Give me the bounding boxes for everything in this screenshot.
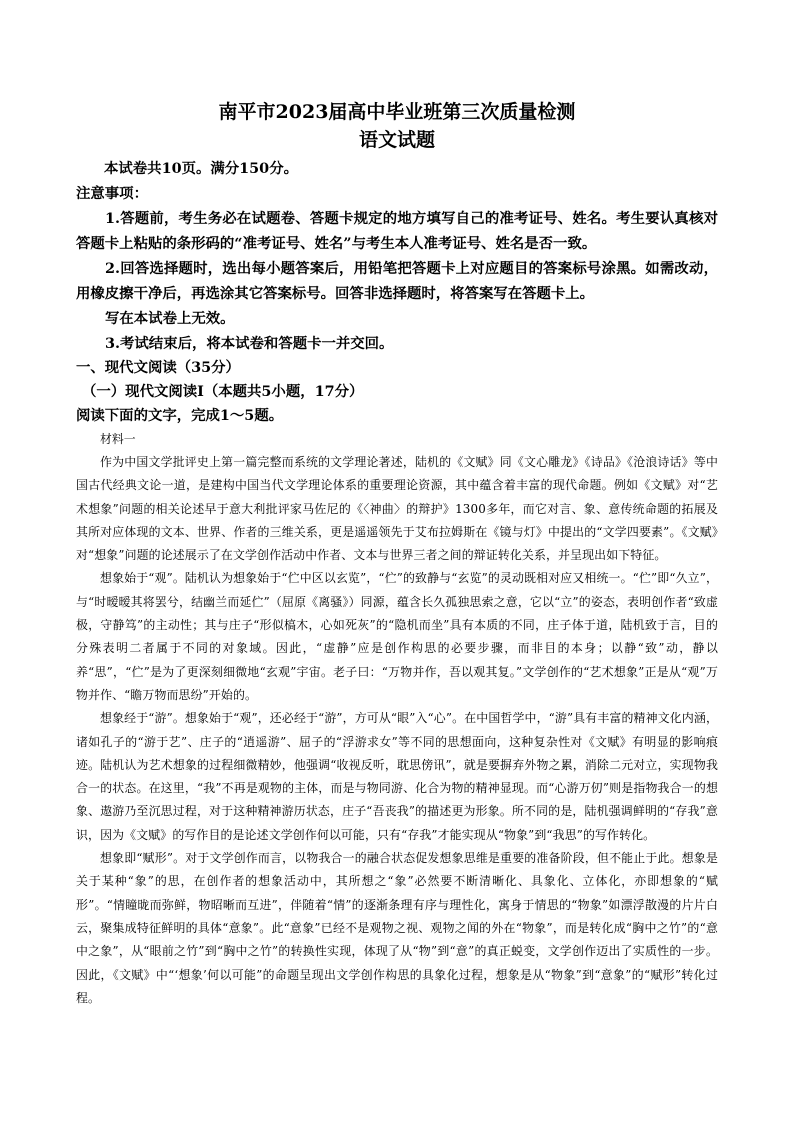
material-paragraph: 想象经于“游”。想象始于“观”，还必经于“游”，方可从“眼”入“心”。在中国哲学中，“游”具有丰富的精神文化内涵，诸如孔子的“游于艺”、庄子的“逍遥游”、屈子的“浮游求女”等不同的思想面向，这种复杂性对《文赋》有明显的影响痕迹。陆机认为艺术想象的过程细微精妙，他强调“收视反听，耽思傍讯”，就是要摒弃外物之累，消除二元对立，实现物我合一的状态。在这里，“我”不再是观物的主体，而是与物同游、化合为物的精神显现。而“心游万仞”则是指物我合一的想象、遨游乃至沉思过程，对于这种精神游历状态，庄子“吾丧我”的描述更为形象。所不同的是，陆机强调鲜明的“存我”意识，因为《文赋》的写作目的是论述文学创作何以可能，只有“存我”才能实现从“物象”到“我思”的写作转化。: [76, 711, 718, 842]
sub-section-heading: （一）现代文阅读Ⅰ（本题共5小题，17分）: [82, 383, 364, 400]
material-paragraph: 想象即“赋形”。对于文学创作而言，以物我合一的融合状态促发想象思维是重要的准备阶段，但不能止于此。想象是关于某种“象”的思，在创作者的想象活动中，其所想之“象”必然要不断清晰化、具象化、立体化，亦即想象的“赋形”。“情瞳昽而弥鲜，物昭晰而互进”，伴随着“情”的逐渐条理有序与理性化，寓身于情思的“物象”如漂浮散漫的片片白云，聚集成特征鲜明的具体“意象”。此“意象”已经不是观物之视、观物之闻的外在“物象”，而是转化成“胸中之竹”的“意中之象”，从“眼前之竹”到“胸中之竹”的转换性实现，体现了从“物”到“意”的真正蜕变，文学创作迈出了实质性的一步。因此，《文赋》中“‘想象’何以可能”的命题呈现出文学创作构思的具象化过程，想象是从“物象”到“意象”的“赋形”转化过程。: [76, 851, 718, 1005]
part-one-heading: 一、现代文阅读（35分）: [76, 359, 240, 376]
material-label: 材料一: [100, 432, 136, 446]
exam-title: 南平市2023届高中毕业班第三次质量检测: [218, 101, 576, 123]
exam-subtitle: 语文试题: [358, 129, 435, 151]
reading-instruction: 阅读下面的文字，完成1～5题。: [76, 407, 284, 424]
notice-item-2: 2.回答选择题时，选出每小题答案后，用铅笔把答题卡上对应题目的答案标号涂黑。如需改动，用橡皮擦干净后，再选涂其它答案标号。回答非选择题时，将答案写在答题卡上。: [76, 260, 718, 302]
notice-item-1: 1.答题前，考生务必在试题卷、答题卡规定的地方填写自己的准考证号、姓名。考生要认真核对答题卡上粘贴的条形码的“准考证号、姓名”与考生本人准考证号、姓名是否一致。: [76, 210, 718, 252]
material-paragraph: 作为中国文学批评史上第一篇完整而系统的文学理论著述，陆机的《文赋》同《文心雕龙》《诗品》《沧浪诗话》等中国古代经典文论一道，是建构中国当代文学理论体系的重要理论资源，其中蕴含着丰富的现代命题。例如《文赋》对“艺术想象”问题的相关论述早于意大利批评家马佐尼的《〈神曲〉的辩护》1300多年，而它对言、象、意传统命题的拓展及其所对应体现的文本、世界、作者的三维关系，更是遥遥领先于艾布拉姆斯在《镜与灯》中提出的“文学四要素”。《文赋》对“想象”问题的论述展示了在文学创作活动中作者、文本与世界三者之间的辩证转化关系，并呈现出如下特征。: [76, 455, 718, 563]
notice-item-3: 3.考试结束后，将本试卷和答题卡一并交回。: [105, 335, 394, 352]
notice-item-2-continued: 写在本试卷上无效。: [105, 310, 235, 327]
exam-summary: 本试卷共10页。满分150分。: [104, 160, 298, 177]
material-paragraph: 想象始于“观”。陆机认为想象始于“伫中区以玄览”，“伫”的致静与“玄览”的灵动既相对应又相统一。“伫”即“久立”，与“时暧暧其将罢兮，结幽兰而延伫”（屈原《离骚》）同源，蕴含长久孤独思索之意，它以“立”的姿态，表明创作者“致虚极，守静笃”的主动性；其与庄子“形似槁木，心如死灰”的“隐机而坐”具有本质的不同，庄子体于道，陆机致于言，目的分殊表明二者属于不同的对象域。因此，“虚静”应是创作构思的必要步骤，而非目的本身；以静“致”动，静以养“思”，“伫”是为了更深刻细微地“玄观”宇宙。老子曰：“万物并作，吾以观其复。”文学创作的“艺术想象”正是从“观”万物并作、“瞻万物而思纷”开始的。: [76, 571, 718, 702]
notice-heading: 注意事项：: [76, 185, 148, 202]
